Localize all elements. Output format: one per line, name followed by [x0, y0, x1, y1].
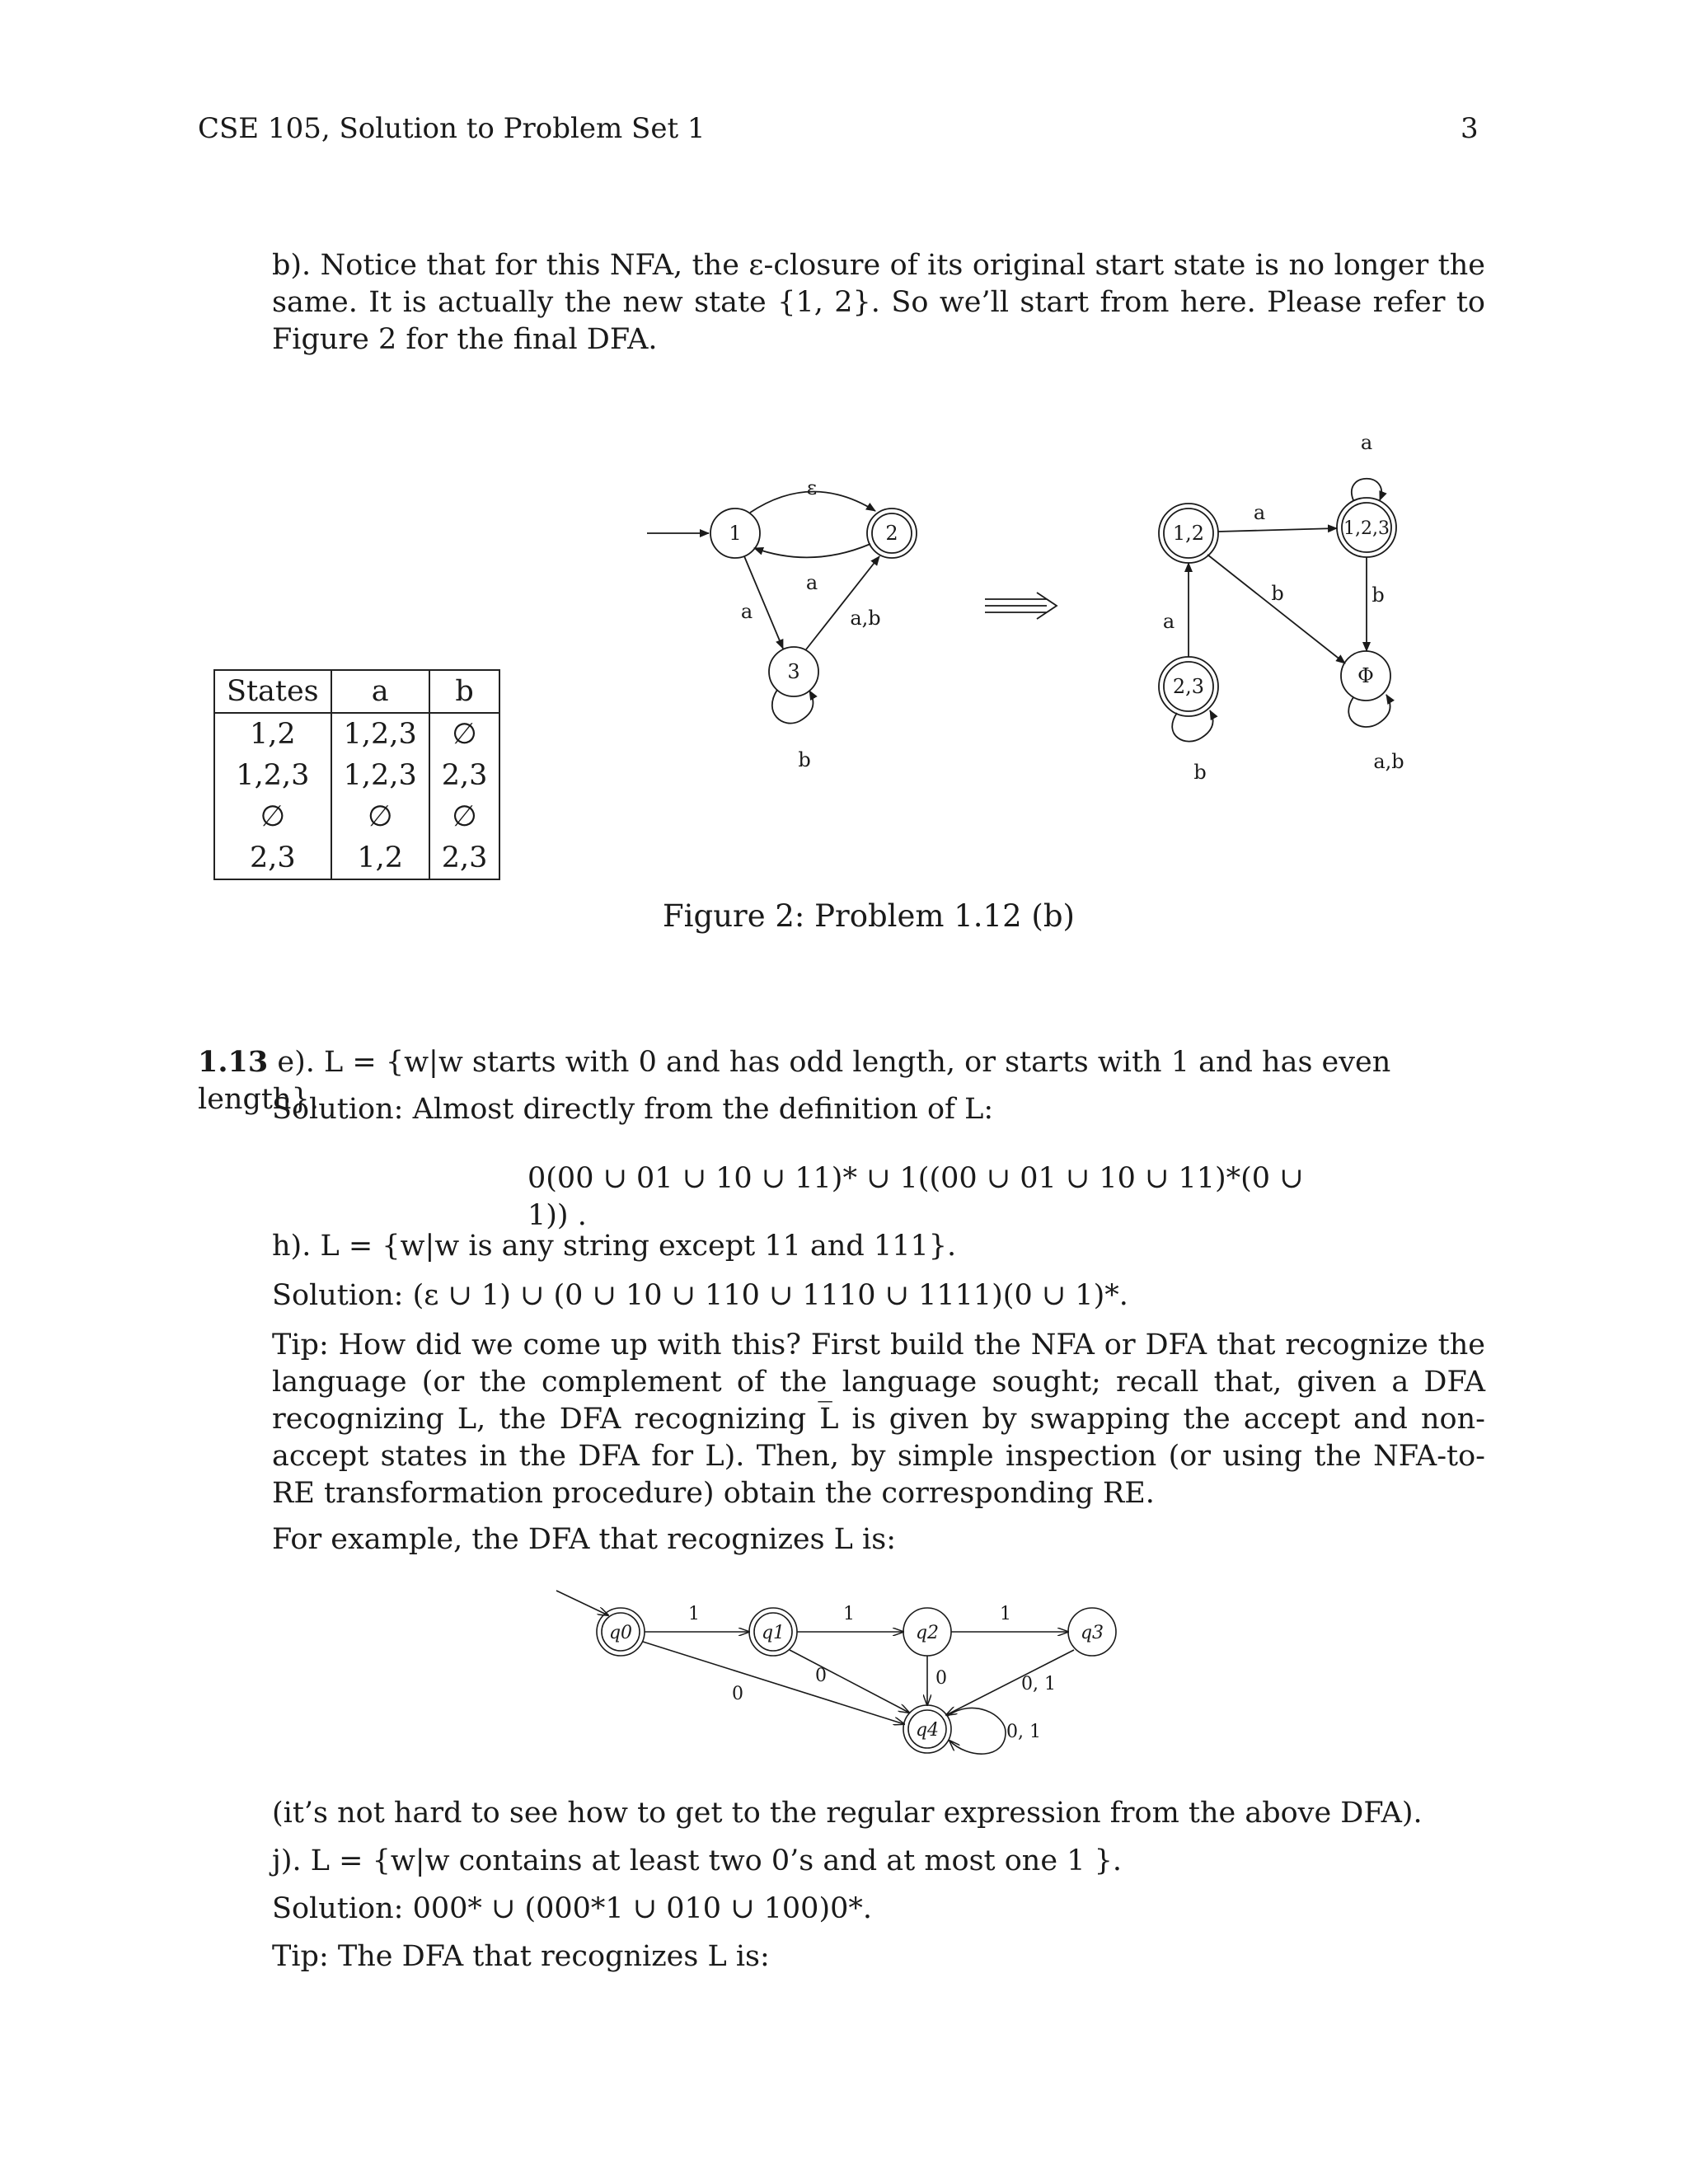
edge-label: 1 — [1000, 1604, 1011, 1624]
table-row — [214, 796, 499, 837]
dfa-edge-a-12-123 — [1218, 528, 1337, 532]
j-solution: Solution: 000* ∪ (000*1 ∪ 010 ∪ 100)0*. — [272, 1892, 872, 1925]
edge-label: 0, 1 — [1006, 1722, 1041, 1742]
edge-label: a,b — [850, 607, 881, 630]
nfa-edge-ab-3-2 — [806, 556, 879, 649]
edge-label: b — [1193, 761, 1207, 784]
table-row — [214, 837, 499, 879]
table-cell: 2,3 — [214, 837, 331, 879]
edge-label: a — [1360, 431, 1373, 454]
h-language: h). L = {w|w is any string except 11 and 111}. — [272, 1230, 957, 1263]
state-label: q2 — [915, 1623, 940, 1643]
problem-number: 1.13 — [198, 1045, 269, 1079]
edge-label: a — [740, 600, 753, 623]
edge-label: a — [1162, 610, 1175, 633]
j-tip: Tip: The DFA that recognizes L is: — [272, 1940, 770, 1973]
edge-label: 1 — [843, 1604, 855, 1624]
table-header: a — [331, 670, 429, 713]
edge-label: a,b — [1373, 750, 1404, 773]
edge-q1-q4 — [790, 1650, 909, 1713]
table-cell: 1,2,3 — [331, 713, 429, 755]
edge-label: b — [1372, 583, 1385, 607]
running-header: CSE 105, Solution to Problem Set 1 — [198, 112, 706, 145]
edge-label: 0 — [815, 1666, 827, 1686]
edge-q0-q4 — [643, 1642, 904, 1724]
table-cell: 2,3 — [429, 837, 500, 879]
j-language: j). L = {w|w contains at least two 0’s and at most one 1 }. — [272, 1844, 1122, 1877]
dfa-state-label: 2,3 — [1172, 675, 1205, 698]
figure-2-diagram — [626, 412, 1451, 808]
table-cell: ∅ — [429, 796, 500, 837]
state-label: q0 — [608, 1623, 633, 1643]
nfa-state-label: 1 — [729, 522, 742, 545]
dfa-state-label: Φ — [1357, 664, 1374, 687]
loop-q4 — [948, 1708, 1006, 1754]
edge-label: a — [805, 571, 818, 594]
example-line: For example, the DFA that recognizes L is: — [272, 1523, 896, 1556]
table-cell: ∅ — [331, 796, 429, 837]
state-label: q3 — [1080, 1623, 1104, 1643]
page-number: 3 — [1461, 112, 1479, 145]
dfa-loop-123 — [1352, 479, 1381, 500]
nfa-loop-3 — [772, 690, 814, 724]
state-label: q1 — [761, 1623, 785, 1643]
edge-label: 0, 1 — [1021, 1674, 1056, 1694]
figure-caption: Figure 2: Problem 1.12 (b) — [663, 898, 1075, 934]
table-row — [214, 713, 499, 755]
e-language: e). L = {w|w starts with 0 and has odd length, or starts with 1 and has even length}. — [198, 1046, 1391, 1116]
after-dfa-line: (it’s not hard to see how to get to the regular expression from the above DFA). — [272, 1797, 1423, 1830]
dfa-edge-b-12-phi — [1207, 555, 1345, 663]
nfa-edge-a-2-1 — [754, 544, 870, 557]
e-solution-line: Solution: Almost directly from the definition of L: — [272, 1093, 994, 1126]
edge-label: b — [798, 748, 811, 771]
transition-table — [213, 669, 500, 880]
table-cell: 1,2 — [214, 713, 331, 755]
table-header: States — [214, 670, 331, 713]
nfa-state-label: 2 — [885, 522, 898, 545]
tip-paragraph: Tip: How did we come up with this? First build the NFA or DFA that recognize the language (or the complement of the language sought; recall that, given a DFA recognizing L, the DFA recognizing L̅ is given by swapping the accept and non-accept states in the DFA for L). Then, by simple inspection (or using the NFA-to-RE transformation procedure) obtain the corresponding RE. — [272, 1329, 1485, 1510]
e-formula: 0(00 ∪ 01 ∪ 10 ∪ 11)* ∪ 1((00 ∪ 01 ∪ 10 ∪ 11)*(0 ∪ 1)) . — [528, 1162, 1304, 1232]
start-arrow — [556, 1591, 608, 1615]
table-header: b — [429, 670, 500, 713]
nfa-state-label: 3 — [787, 660, 800, 683]
edge-label: 0 — [732, 1684, 743, 1704]
table-cell: 1,2 — [331, 837, 429, 879]
part-b-paragraph: b). Notice that for this NFA, the ε-closure of its original start state is no longer the same. It is actually the new state {1, 2}. So we’ll start from here. Please refer to Figure 2 for the final DFA. — [272, 249, 1485, 356]
state-label: q4 — [915, 1720, 940, 1741]
edge-label: 1 — [688, 1604, 700, 1624]
table-cell: 2,3 — [429, 755, 500, 796]
edge-label: a — [1253, 501, 1266, 524]
table-cell: 1,2,3 — [331, 755, 429, 796]
edge-label: ε — [806, 476, 818, 499]
table-row — [214, 755, 499, 796]
h-solution: Solution: (ε ∪ 1) ∪ (0 ∪ 10 ∪ 110 ∪ 1110 ∪ 1111)(0 ∪ 1)*. — [272, 1279, 1128, 1312]
dfa-state-label: 1,2,3 — [1343, 518, 1390, 539]
dfa-state-label: 1,2 — [1172, 522, 1205, 545]
table-cell: ∅ — [429, 713, 500, 755]
dfa-h-diagram — [544, 1574, 1154, 1772]
edge-label: b — [1271, 582, 1284, 605]
edge-label: 0 — [935, 1668, 947, 1689]
table-cell: 1,2,3 — [214, 755, 331, 796]
table-cell: ∅ — [214, 796, 331, 837]
